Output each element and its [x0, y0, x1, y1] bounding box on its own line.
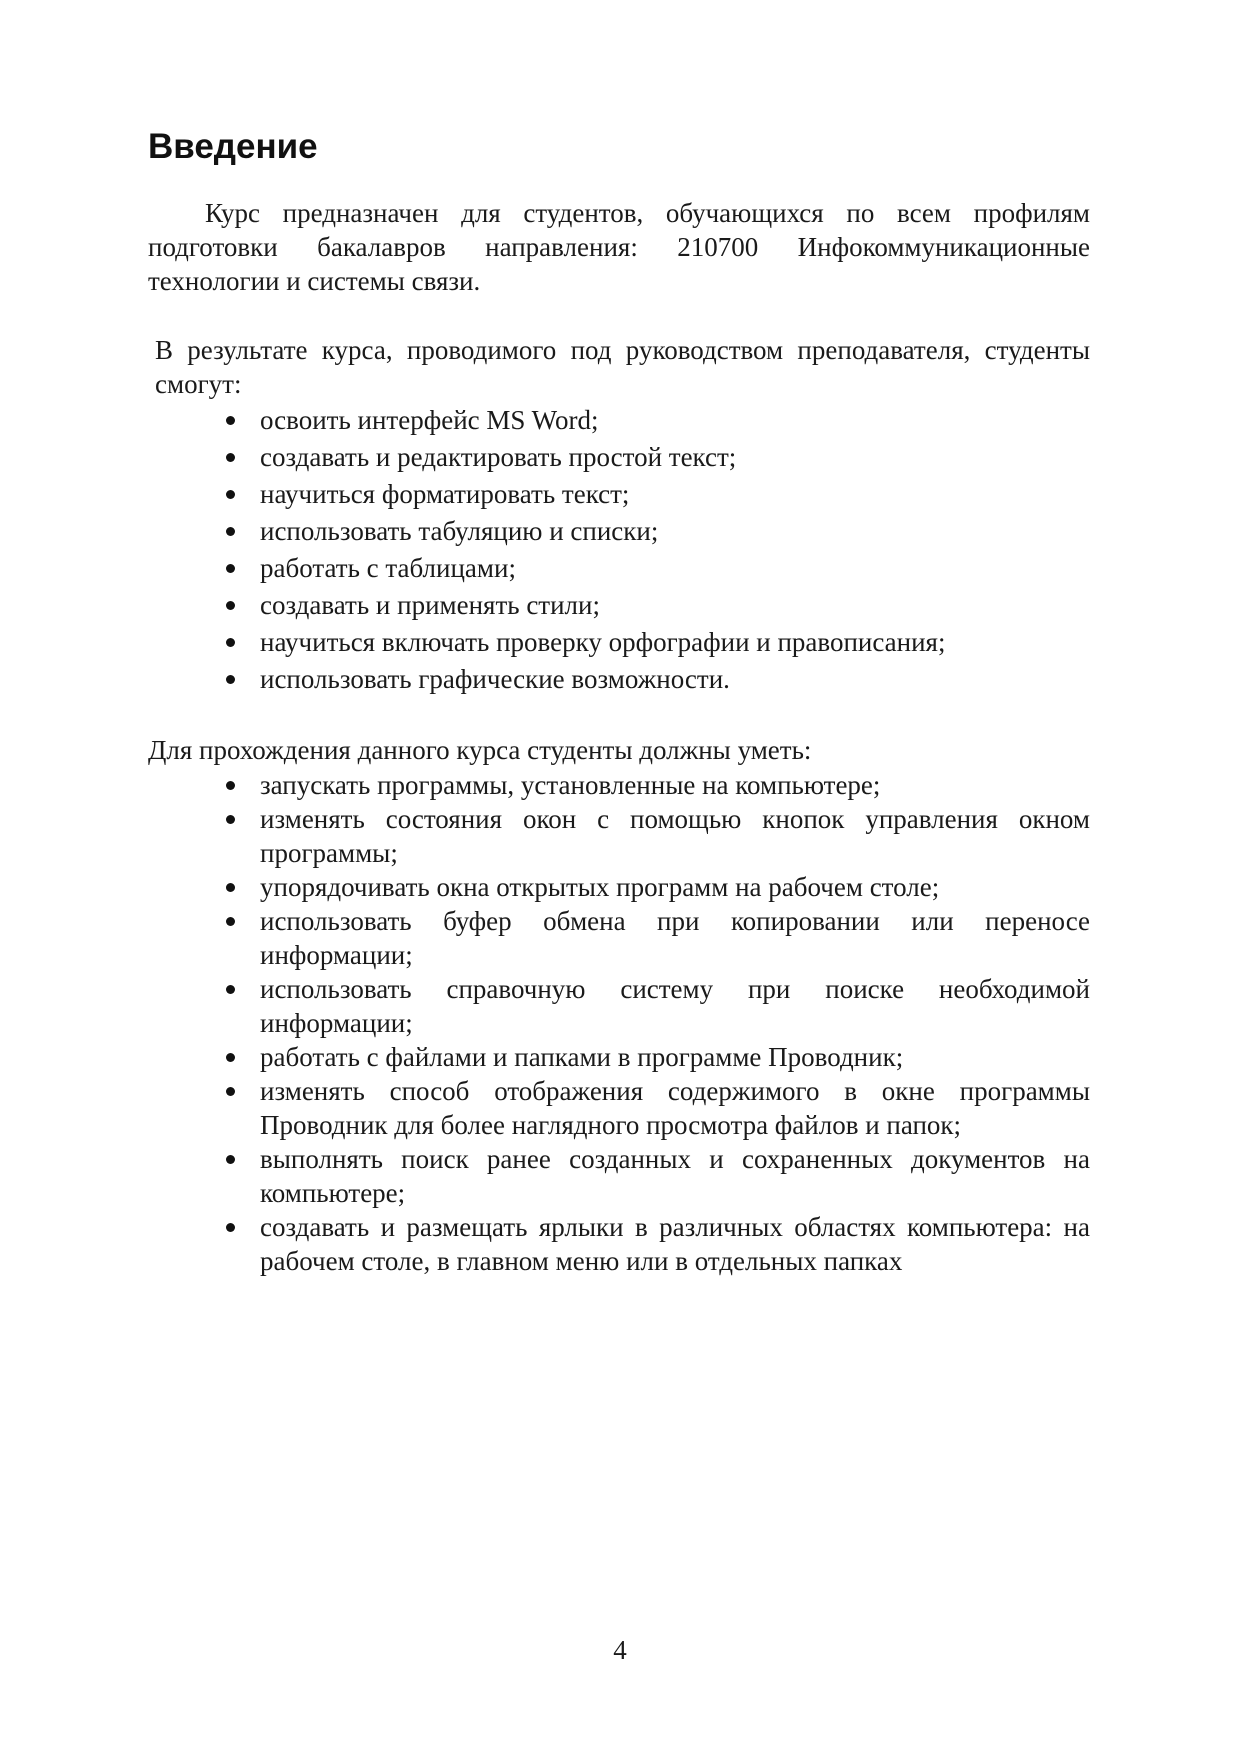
outcomes-list [224, 403, 1090, 699]
prerequisites-list [224, 768, 1090, 1278]
list-item: использовать справочную систему при поиске необходимой информации; [224, 972, 1090, 1040]
list-item: использовать графические возможности. [224, 662, 1090, 699]
intro-paragraph: Курс предназначен для студентов, обучающихся по всем профилям подготовки бакалавров направления: 210700 Инфокоммуникационные технологии и системы связи. [148, 198, 1090, 296]
list-item: создавать и размещать ярлыки в различных областях компьютера: на рабочем столе, в главном меню или в отдельных папках [224, 1210, 1090, 1278]
list-item: научиться форматировать текст; [224, 477, 1090, 514]
list-item: создавать и применять стили; [224, 588, 1090, 625]
list-item: использовать буфер обмена при копировании или переносе информации; [224, 904, 1090, 972]
result-intro-paragraph: В результате курса, проводимого под руководством преподавателя, студенты смогут: [155, 335, 1090, 399]
list-item: научиться включать проверку орфографии и правописания; [224, 625, 1090, 662]
prereq-intro-paragraph: Для прохождения данного курса студенты должны уметь: [148, 735, 812, 765]
list-item: создавать и редактировать простой текст; [224, 440, 1090, 477]
page-title: Введение [148, 127, 318, 166]
page-number: 4 [613, 1635, 627, 1665]
list-item: работать с файлами и папками в программе Проводник; [224, 1040, 1090, 1074]
list-item: упорядочивать окна открытых программ на рабочем столе; [224, 870, 1090, 904]
list-item: запускать программы, установленные на компьютере; [224, 768, 1090, 802]
list-item: выполнять поиск ранее созданных и сохраненных документов на компьютере; [224, 1142, 1090, 1210]
list-item: работать с таблицами; [224, 551, 1090, 588]
list-item: изменять состояния окон с помощью кнопок управления окном программы; [224, 802, 1090, 870]
list-item: освоить интерфейс MS Word; [224, 403, 1090, 440]
list-item: использовать табуляцию и списки; [224, 514, 1090, 551]
list-item: изменять способ отображения содержимого в окне программы Проводник для более наглядного просмотра файлов и папок; [224, 1074, 1090, 1142]
